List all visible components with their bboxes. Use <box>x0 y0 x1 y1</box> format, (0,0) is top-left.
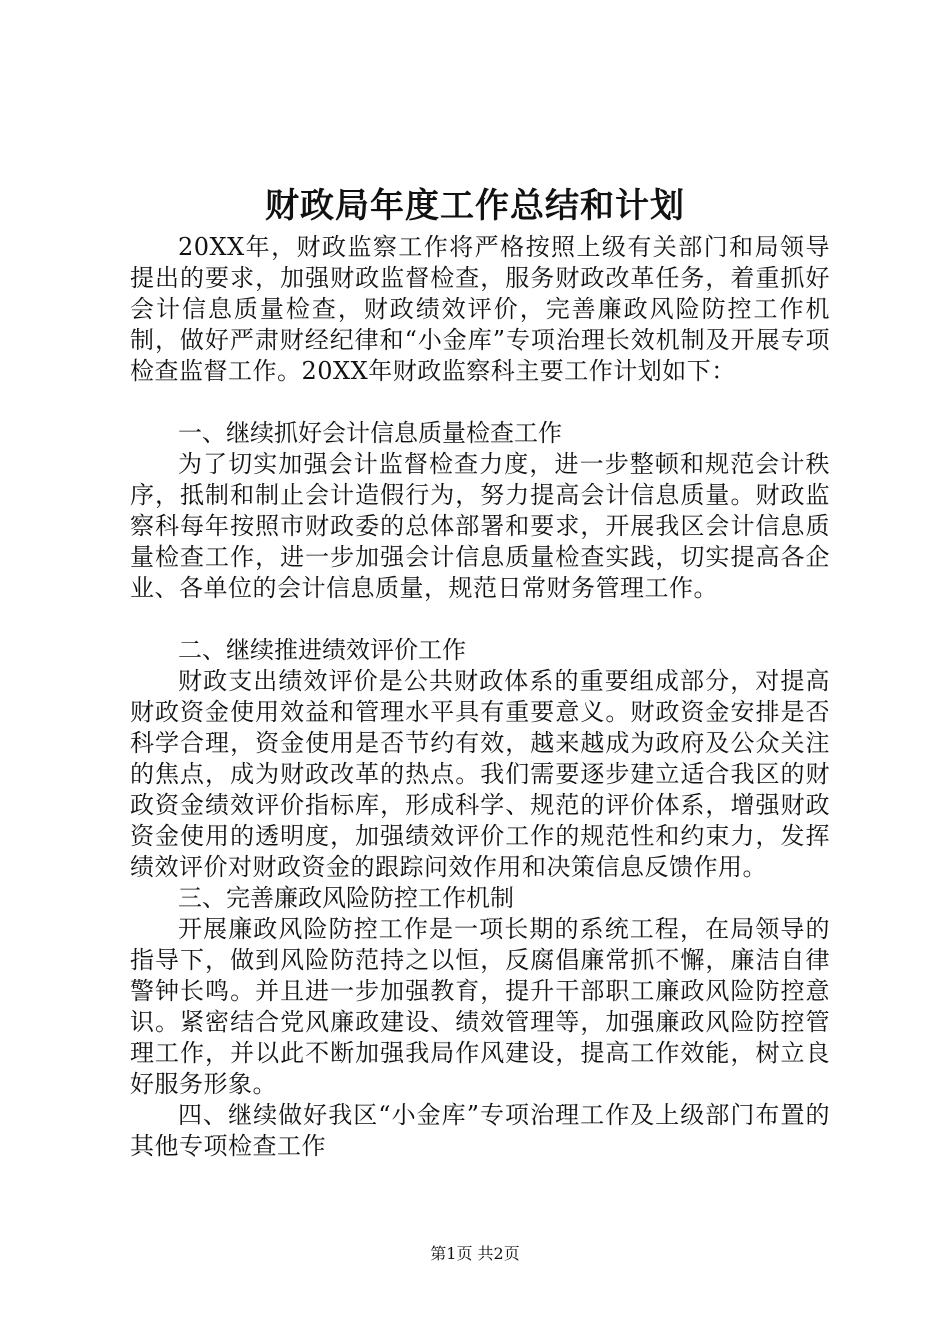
section-heading-1: 一、继续抓好会计信息质量检查工作 <box>178 419 562 447</box>
section-heading-2: 二、继续推进绩效评价工作 <box>178 636 466 664</box>
section-paragraph-1: 为了切实加强会计监督检查力度，进一步整顿和规范会计秩序，抵制和制止会计造假行为，努力提高会计信息质量。财政监察科每年按照市财政委的总体部署和要求，开展我区会计信息质量检查工作，进一步加强会计信息质量检查实践，切实提高各企业、各单位的会计信息质量，规范日常财务管理工作。 <box>130 450 830 602</box>
section-heading-4: 四、继续做好我区“小金库”专项治理工作及上级部门布置的其他专项检查工作 <box>130 1101 830 1160</box>
paragraph-spacer <box>130 604 830 635</box>
paragraph-spacer <box>130 387 830 418</box>
document-title: 财政局年度工作总结和计划 <box>265 186 685 226</box>
page-footer: 第1页 共2页 <box>430 1244 520 1263</box>
section-paragraph-3: 开展廉政风险防控工作是一项长期的系统工程，在局领导的指导下，做到风险防范持之以恒，反腐倡廉常抓不懈，廉洁自律警钟长鸣。并且进一步加强教育，提升干部职工廉政风险防控意识。紧密结合党风廉政建设、绩效管理等，加强廉政风险防控管理工作，并以此不断加强我局作风建设，提高工作效能，树立良好服务形象。 <box>130 915 830 1098</box>
section-heading-3: 三、完善廉政风险防控工作机制 <box>178 884 514 912</box>
intro-paragraph: 20XX年，财政监察工作将严格按照上级有关部门和局领导提出的要求，加强财政监督检查，服务财政改革任务，着重抓好会计信息质量检查，财政绩效评价，完善廉政风险防控工作机制，做好严肃财经纪律和“小金库”专项治理长效机制及开展专项检查监督工作。20XX年财政监察科主要工作计划如下： <box>130 233 830 385</box>
document-body <box>130 232 830 1162</box>
section-paragraph-2: 财政支出绩效评价是公共财政体系的重要组成部分，对提高财政资金使用效益和管理水平具有重要意义。财政资金安排是否科学合理，资金使用是否节约有效，越来越成为政府及公众关注的焦点，成为财政改革的热点。我们需要逐步建立适合我区的财政资金绩效评价指标库，形成科学、规范的评价体系，增强财政资金使用的透明度，加强绩效评价工作的规范性和约束力，发挥绩效评价对财政资金的跟踪问效作用和决策信息反馈作用。 <box>130 667 830 881</box>
